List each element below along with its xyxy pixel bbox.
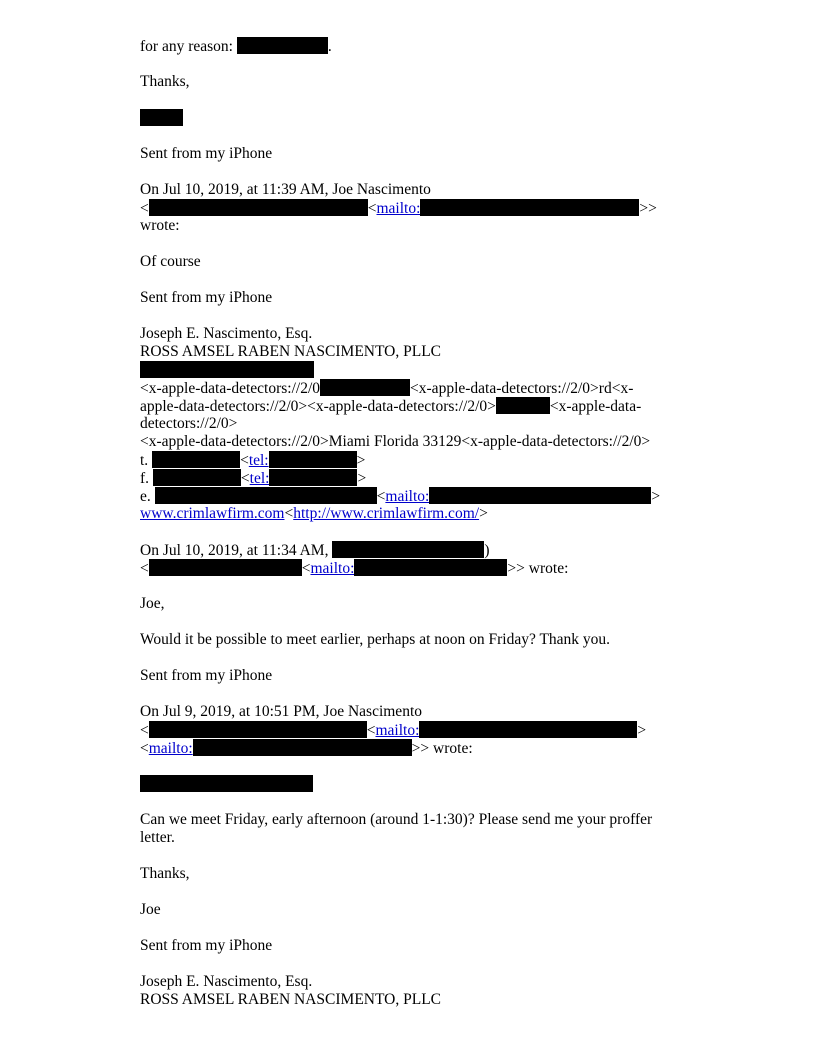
signature-name: Joseph E. Nascimento, Esq.: [140, 973, 313, 990]
redaction-box: [140, 775, 313, 792]
text-line: <x-apple-data-detectors://2/0>Miami Florida 33129<x-apple-data-detectors://2/0>: [140, 433, 651, 450]
signature-name: Joseph E. Nascimento, Esq.: [140, 325, 313, 342]
text-line: Thanks,: [140, 865, 190, 882]
text-line: <x-apple-data-detectors://2/0 <x-apple-data-detectors://2/0>rd<x-: [140, 380, 634, 397]
text-line: Can we meet Friday, early afternoon (around 1-1:30)? Please send me your proffer: [140, 811, 653, 828]
website-url-link[interactable]: http://www.crimlawfirm.com/: [293, 505, 480, 522]
redaction-box: [269, 451, 357, 468]
redaction-box: [155, 487, 377, 504]
mailto-link[interactable]: mailto:: [385, 488, 430, 505]
signature-firm: ROSS AMSEL RABEN NASCIMENTO, PLLC: [140, 343, 442, 360]
text-line: < <mailto: >: [140, 722, 647, 739]
text-line: Of course: [140, 253, 201, 270]
quote-header: On Jul 9, 2019, at 10:51 PM, Joe Nascimento: [140, 703, 422, 720]
text-line: Sent from my iPhone: [140, 667, 273, 684]
quote-header: On Jul 10, 2019, at 11:39 AM, Joe Nascimento: [140, 181, 431, 198]
text-line: <mailto: >> wrote:: [140, 740, 473, 757]
tel-link[interactable]: tel:: [248, 452, 269, 469]
phone-line: t. <tel: >: [140, 452, 366, 469]
redaction-box: [153, 469, 241, 486]
redaction-box: [354, 559, 507, 576]
redaction-box: [429, 487, 651, 504]
text-line: for any reason: .: [140, 38, 332, 55]
redaction-box: [419, 721, 637, 738]
mailto-link[interactable]: mailto:: [310, 560, 355, 577]
redaction-box: [152, 451, 240, 468]
tel-link[interactable]: tel:: [249, 470, 270, 487]
text-line: Joe: [140, 901, 161, 918]
redaction-box: [269, 469, 357, 486]
text-line: Sent from my iPhone: [140, 145, 273, 162]
text-line: wrote:: [140, 217, 180, 234]
text-line: Joe,: [140, 595, 165, 612]
redaction-box: [193, 739, 412, 756]
text-line: Sent from my iPhone: [140, 937, 273, 954]
text-line: detectors://2/0>: [140, 415, 238, 432]
text-line: Thanks,: [140, 73, 190, 90]
text-line: Sent from my iPhone: [140, 289, 273, 306]
redaction-box: [496, 397, 550, 414]
email-line: e. <mailto: >: [140, 488, 661, 505]
website-link[interactable]: www.crimlawfirm.com: [140, 505, 285, 522]
signature-firm: ROSS AMSEL RABEN NASCIMENTO, PLLC: [140, 991, 442, 1008]
redaction-box: [140, 109, 183, 126]
mailto-link[interactable]: mailto:: [375, 722, 420, 739]
redaction-box: [237, 37, 328, 54]
redaction-box: [320, 379, 410, 396]
mailto-link[interactable]: mailto:: [376, 200, 421, 217]
redaction-box: [140, 361, 314, 378]
redaction-box: [332, 541, 484, 558]
redaction-box: [149, 199, 368, 216]
text-line: letter.: [140, 829, 175, 846]
text-line: Would it be possible to meet earlier, perhaps at noon on Friday? Thank you.: [140, 631, 611, 648]
text-line: < <mailto: >>: [140, 200, 657, 217]
text-line: [140, 109, 183, 127]
text-line: apple-data-detectors://2/0><x-apple-data-detectors://2/0> <x-apple-data-: [140, 398, 642, 415]
fax-line: f. <tel: >: [140, 470, 367, 487]
text-line: [140, 361, 314, 379]
text-line: [140, 775, 313, 793]
redaction-box: [420, 199, 639, 216]
website-line: www.crimlawfirm.com<http://www.crimlawfirm.com/>: [140, 505, 488, 522]
redaction-box: [149, 559, 302, 576]
redaction-box: [149, 721, 367, 738]
mailto-link[interactable]: mailto:: [148, 740, 193, 757]
text-line: < <mailto: >> wrote:: [140, 560, 569, 577]
quote-header: On Jul 10, 2019, at 11:34 AM, ): [140, 542, 490, 559]
